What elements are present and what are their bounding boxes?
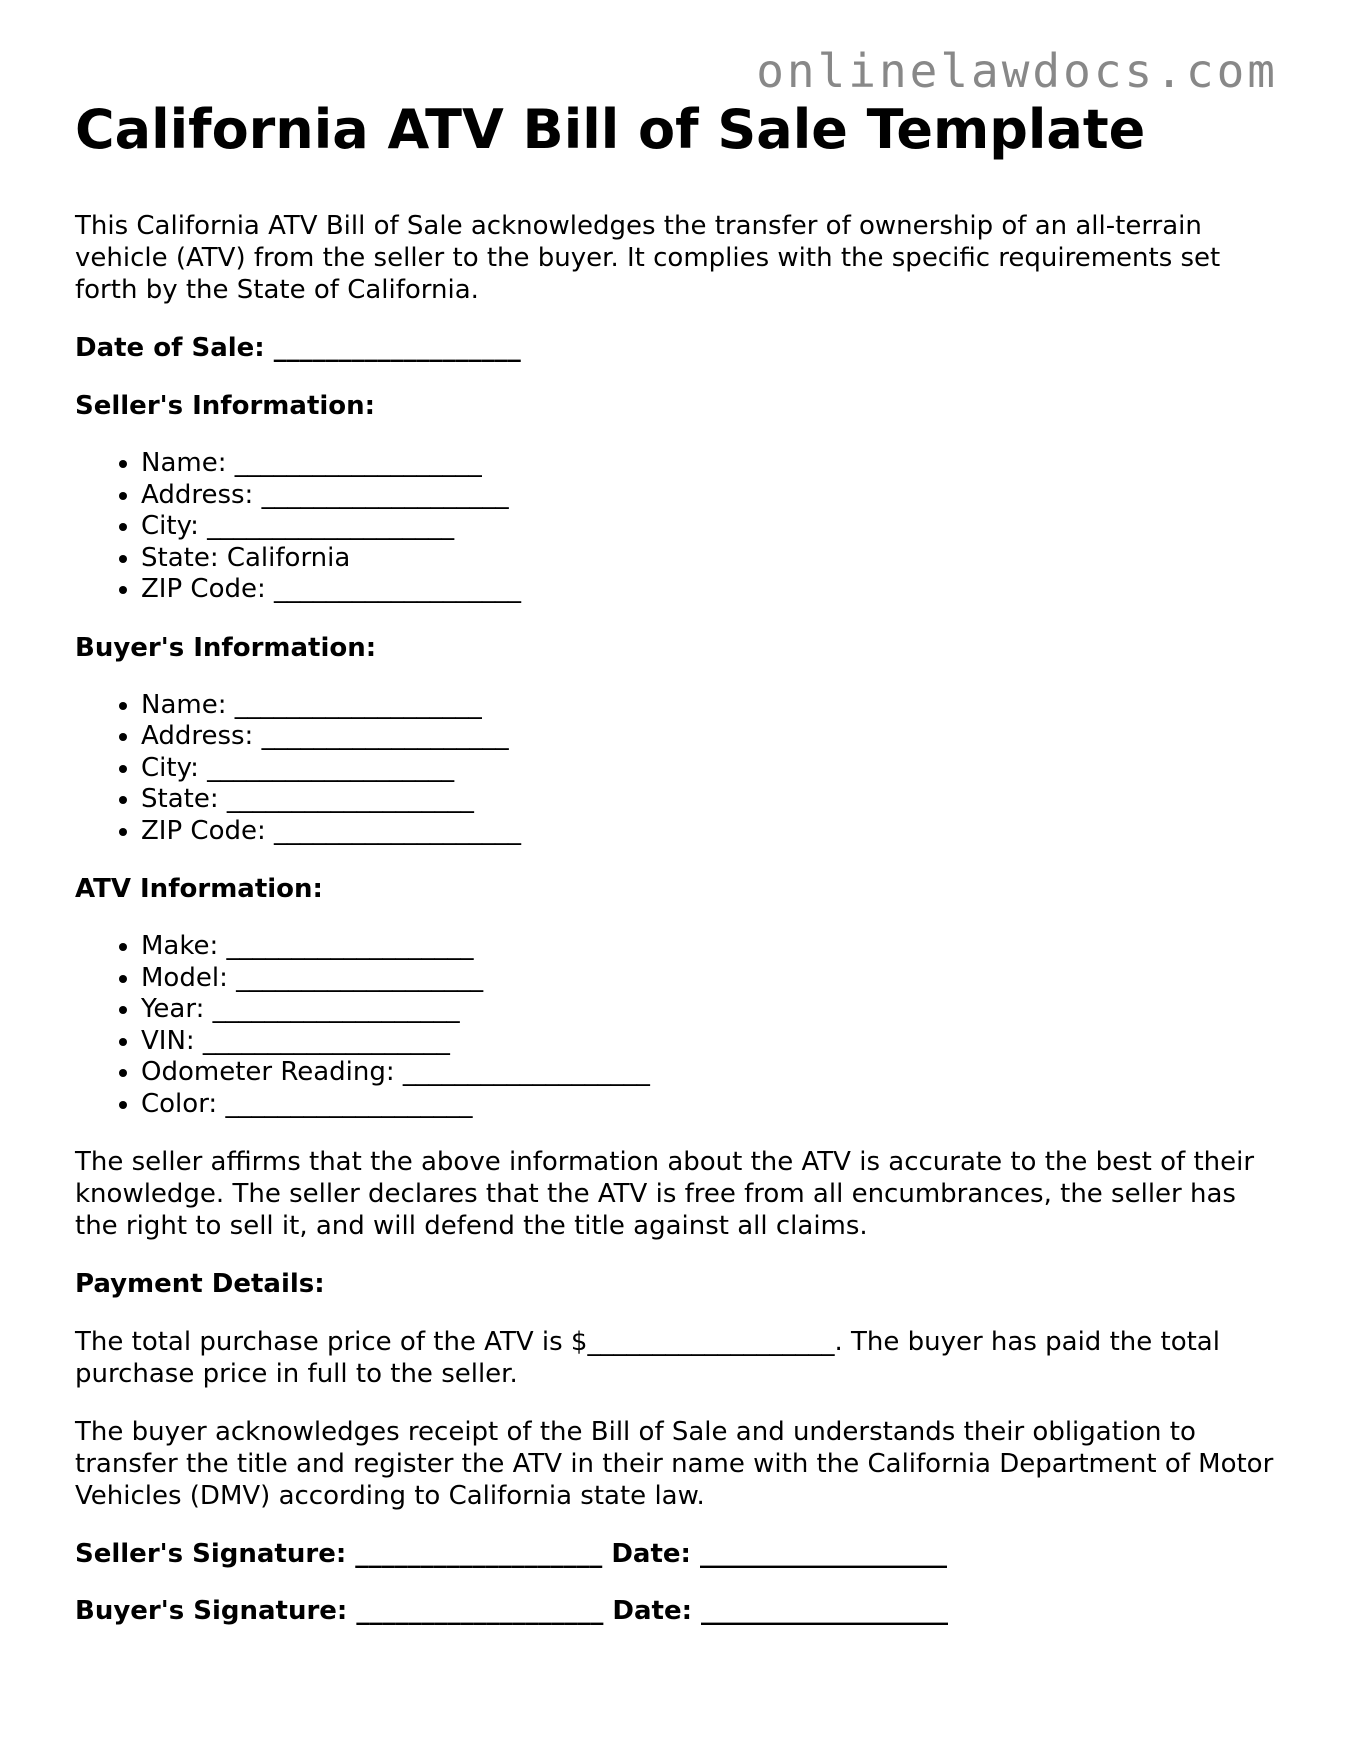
seller-address-field: • Address: ___________________	[141, 480, 1285, 512]
atv-color-field: • Color: ___________________	[141, 1089, 1285, 1121]
buyer-state-field: • State: ___________________	[141, 784, 1285, 816]
buyer-city-field: • City: ___________________	[141, 753, 1285, 785]
buyer-name-field: • Name: ___________________	[141, 690, 1285, 722]
intro-paragraph: This California ATV Bill of Sale acknowledges the transfer of ownership of an all-terrain vehicle (ATV) from the seller to the buyer. It complies with the specific requirements set forth by the State of California.	[75, 211, 1221, 305]
seller-info-heading: Seller's Information:	[75, 391, 376, 421]
acknowledgment-paragraph: The buyer acknowledges receipt of the Bill of Sale and understands their obligation to transfer the title and register the ATV in their name with the California Department of Motor Vehicles (DMV) according to California state law.	[75, 1417, 1274, 1511]
seller-signature-line: Seller's Signature: ___________________ Date: ___________________	[75, 1539, 947, 1569]
seller-state-field: • State: California	[141, 543, 1285, 575]
atv-year-field: • Year: ___________________	[141, 994, 1285, 1026]
atv-odometer-field: • Odometer Reading: ___________________	[141, 1057, 1285, 1089]
atv-model-field: • Model: ___________________	[141, 963, 1285, 995]
seller-name-field: • Name: ___________________	[141, 448, 1285, 480]
document-title: California ATV Bill of Sale Template	[75, 98, 1146, 161]
atv-vin-field: • VIN: ___________________	[141, 1026, 1285, 1058]
date-of-sale-field: Date of Sale: ___________________	[75, 333, 521, 363]
watermark: onlinelawdocs.com	[756, 44, 1278, 98]
seller-info-list	[75, 448, 1285, 606]
buyer-info-heading: Buyer's Information:	[75, 632, 377, 663]
buyer-info-list	[75, 690, 1285, 848]
buyer-zip-field: • ZIP Code: ___________________	[141, 816, 1285, 848]
payment-paragraph: The total purchase price of the ATV is $___________________. The buyer has paid the total purchase price in full to the seller.	[75, 1327, 1220, 1389]
payment-details-heading: Payment Details:	[75, 1269, 325, 1299]
atv-make-field: • Make: ___________________	[141, 931, 1285, 963]
document-page	[75, 90, 1285, 1627]
seller-zip-field: • ZIP Code: ___________________	[141, 574, 1285, 606]
seller-city-field: • City: ___________________	[141, 511, 1285, 543]
buyer-address-field: • Address: ___________________	[141, 721, 1285, 753]
atv-info-heading: ATV Information:	[75, 874, 323, 904]
atv-info-list	[75, 931, 1285, 1120]
buyer-signature-line: Buyer's Signature: ___________________ Date: ___________________	[75, 1596, 949, 1626]
affirmation-paragraph: The seller affirms that the above information about the ATV is accurate to the best of their knowledge. The seller declares that the ATV is free from all encumbrances, the seller has the right to sell it, and will defend the title against all claims.	[75, 1147, 1255, 1241]
